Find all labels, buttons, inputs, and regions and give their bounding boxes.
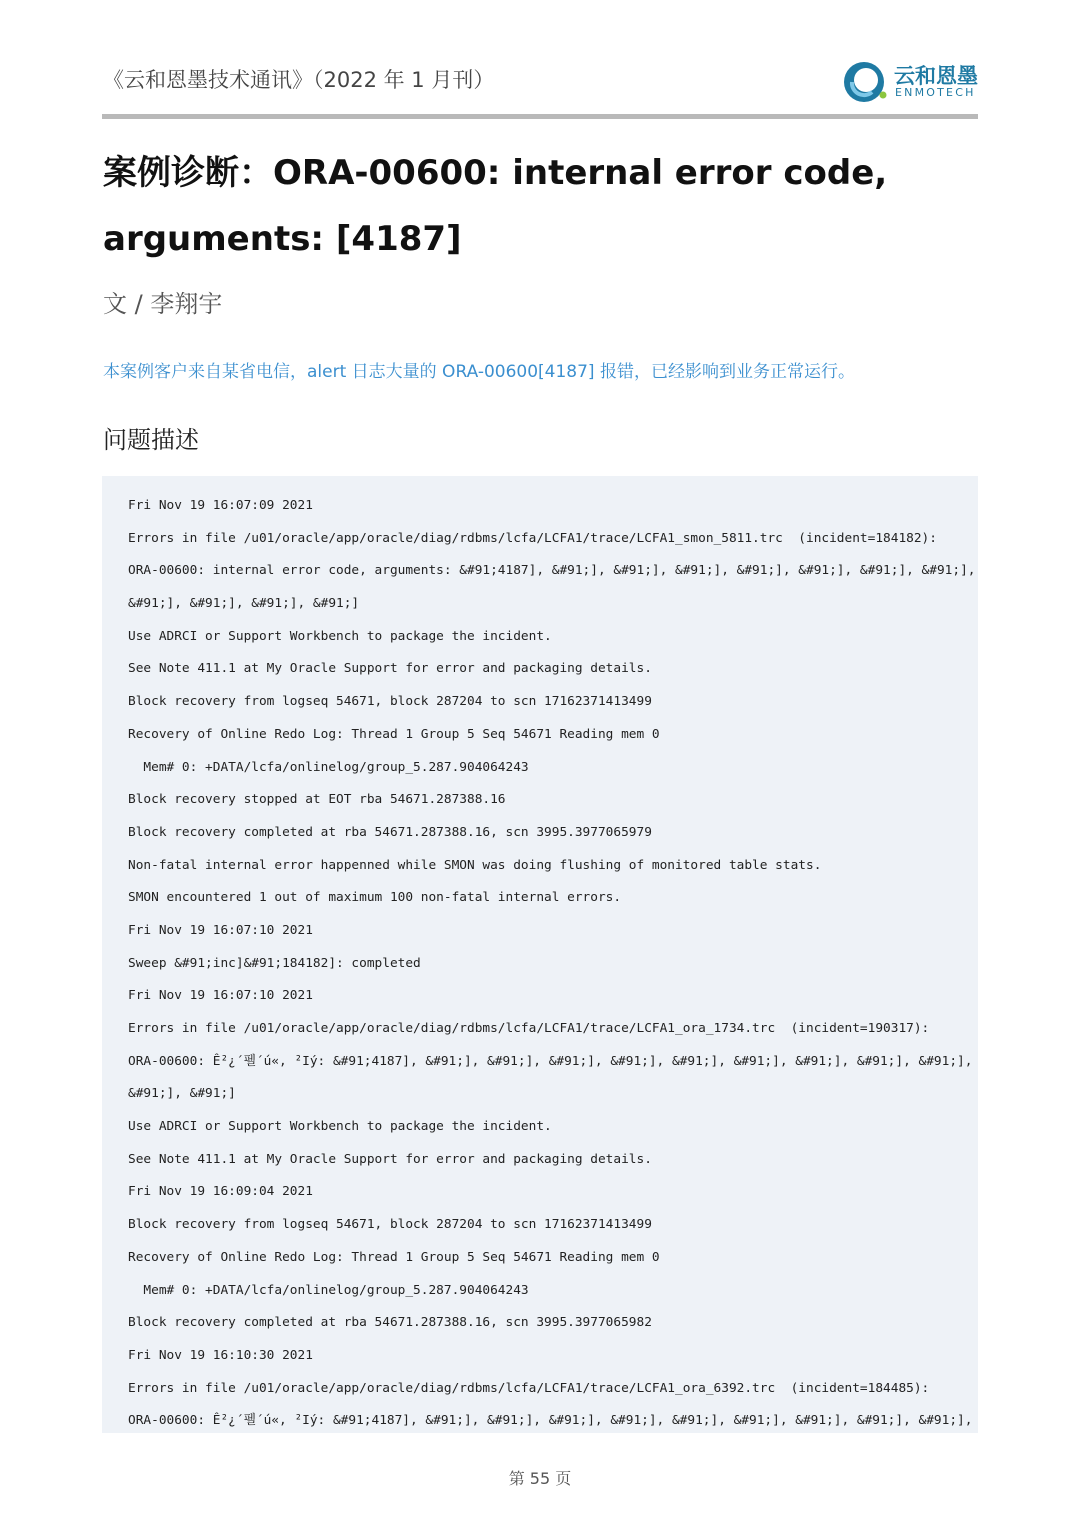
- log-line: Use ADRCI or Support Workbench to package the incident.: [128, 628, 552, 644]
- logo-english-name: ENMOTECH: [895, 86, 976, 99]
- enmotech-logo-icon: [842, 58, 890, 106]
- log-line: Recovery of Online Redo Log: Thread 1 Group 5 Seq 54671 Reading mem 0: [128, 726, 660, 742]
- log-line: Sweep &#91;inc]&#91;184182]: completed: [128, 955, 421, 971]
- company-logo: [842, 58, 978, 106]
- log-line: SMON encountered 1 out of maximum 100 non-fatal internal errors.: [128, 890, 622, 906]
- article-abstract: 本案例客户来自某省电信，alert 日志大量的 ORA-00600[4187] 报错，已经影响到业务正常运行。: [103, 362, 855, 382]
- log-line: See Note 411.1 at My Oracle Support for error and packaging details.: [128, 661, 652, 677]
- page-number: 第 55 页: [508, 1469, 572, 1488]
- publication-title: 《云和恩墨技术通讯》（2022 年 1 月刊）: [103, 68, 495, 92]
- logo-chinese-name: 云和恩墨: [894, 64, 978, 88]
- log-code-block: [102, 476, 978, 1433]
- log-line: ORA-00600: Ê²¿´펠´ú«, ²Iý: &#91;4187], &#91;], &#91;], &#91;], &#91;], &#91;], &#91;], &#91;], &#91;], &#91;],: [128, 1053, 973, 1069]
- author-line: 文 / 李翔宇: [103, 290, 223, 318]
- log-line: Block recovery completed at rba 54671.287388.16, scn 3995.3977065979: [128, 824, 652, 840]
- section-heading: 问题描述: [103, 426, 199, 454]
- log-line: Block recovery from logseq 54671, block 287204 to scn 17162371413499: [128, 694, 652, 710]
- log-line: Errors in file /u01/oracle/app/oracle/diag/rdbms/lcfa/LCFA1/trace/LCFA1_smon_5811.trc (incident=184182):: [128, 530, 937, 546]
- log-line: Fri Nov 19 16:07:10 2021: [128, 922, 313, 938]
- log-line: Block recovery from logseq 54671, block 287204 to scn 17162371413499: [128, 1217, 652, 1233]
- log-line: Mem# 0: +DATA/lcfa/onlinelog/group_5.287.904064243: [128, 759, 529, 775]
- log-line: Mem# 0: +DATA/lcfa/onlinelog/group_5.287.904064243: [128, 1282, 529, 1298]
- log-line: Errors in file /u01/oracle/app/oracle/diag/rdbms/lcfa/LCFA1/trace/LCFA1_ora_1734.trc (incident=190317):: [128, 1021, 930, 1036]
- log-line: ORA-00600: Ê²¿´펠´ú«, ²Iý: &#91;4187], &#91;], &#91;], &#91;], &#91;], &#91;], &#91;], &#91;], &#91;], &#91;],: [128, 1413, 973, 1429]
- log-line: Fri Nov 19 16:07:10 2021: [128, 988, 313, 1004]
- log-line: Fri Nov 19 16:09:04 2021: [128, 1184, 313, 1200]
- log-line: See Note 411.1 at My Oracle Support for error and packaging details.: [128, 1151, 652, 1167]
- log-line: Recovery of Online Redo Log: Thread 1 Group 5 Seq 54671 Reading mem 0: [128, 1249, 660, 1265]
- log-line: &#91;], &#91;]: [128, 1086, 236, 1102]
- log-line: Non-fatal internal error happenned while SMON was doing flushing of monitored table stats.: [128, 857, 822, 873]
- log-line: &#91;], &#91;], &#91;], &#91;]: [128, 596, 360, 612]
- article-title: 案例诊断：ORA-00600: internal error code, arguments: [4187]: [103, 153, 888, 259]
- header-divider: [102, 114, 978, 119]
- log-line: Block recovery completed at rba 54671.287388.16, scn 3995.3977065982: [128, 1315, 652, 1331]
- log-line: Fri Nov 19 16:10:30 2021: [128, 1347, 313, 1363]
- log-line: Block recovery stopped at EOT rba 54671.287388.16: [128, 792, 506, 808]
- log-line: Use ADRCI or Support Workbench to package the incident.: [128, 1119, 552, 1135]
- log-line: Errors in file /u01/oracle/app/oracle/diag/rdbms/lcfa/LCFA1/trace/LCFA1_ora_6392.trc (incident=184485):: [128, 1380, 930, 1396]
- log-line: Fri Nov 19 16:07:09 2021: [128, 498, 313, 513]
- log-line: ORA-00600: internal error code, arguments: &#91;4187], &#91;], &#91;], &#91;], &#91;], &#91;], &#91;], &#91;],: [128, 563, 976, 579]
